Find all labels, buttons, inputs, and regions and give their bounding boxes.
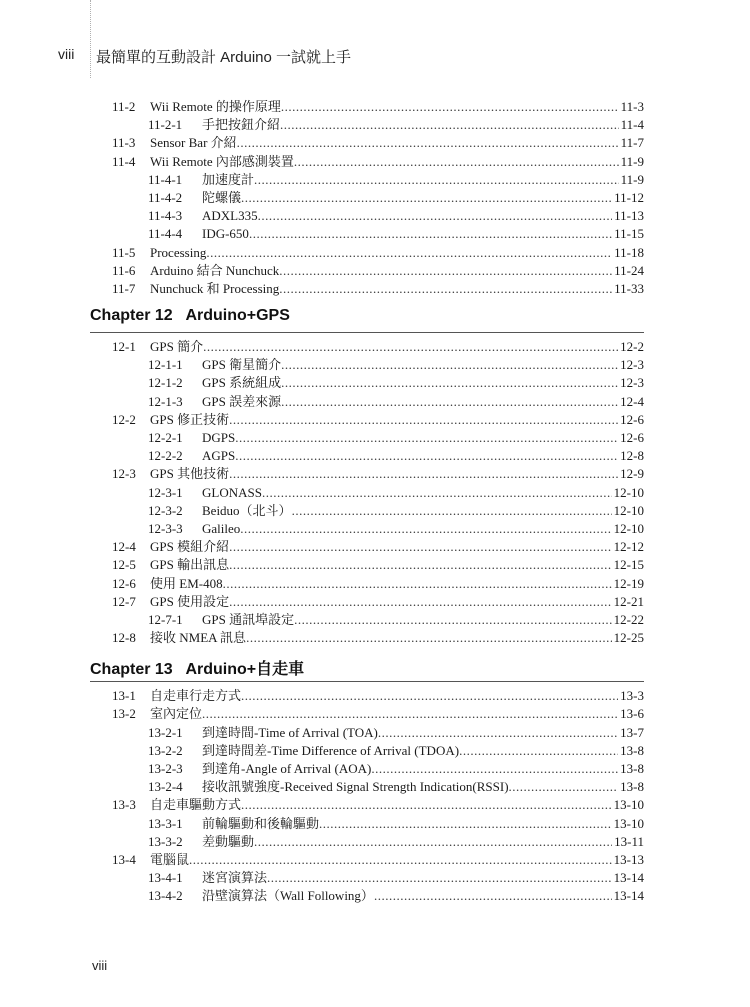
section-title: GPS 衛星簡介: [202, 357, 282, 373]
section-title: Sensor Bar 介紹: [150, 135, 237, 151]
section-title: Wii Remote 的操作原理: [150, 99, 281, 114]
toc-section-entry[interactable]: [0, 153, 750, 171]
page-reference: 12-3: [620, 357, 644, 373]
section-number: 13-4-2: [148, 888, 183, 904]
title-with-leader: [202, 611, 612, 629]
section-title: GLONASS: [202, 484, 262, 500]
section-number: 13-3: [112, 797, 136, 813]
toc-subsection-entry[interactable]: [0, 171, 750, 189]
dot-leader: [237, 134, 619, 152]
section-title: Arduino 結合 Nunchuck: [150, 262, 280, 278]
section-number: 12-7-1: [148, 611, 183, 627]
page-reference: 11-9: [620, 153, 644, 169]
section-title: 到達時間-Time of Arrival (TOA): [202, 724, 378, 740]
page-reference: 12-4: [620, 393, 644, 409]
section-number: 13-2-1: [148, 724, 183, 740]
title-with-leader: [202, 778, 618, 796]
toc-subsection-entry[interactable]: [0, 225, 750, 243]
toc-subsection-entry[interactable]: [0, 778, 750, 796]
title-with-leader: [202, 429, 618, 447]
section-title: GPS 修正技術: [150, 411, 230, 427]
section-title: 手把按鈕介紹: [202, 117, 281, 133]
title-with-leader: [150, 705, 618, 723]
section-title: GPS 其他技術: [150, 466, 230, 482]
table-of-contents: [0, 98, 750, 906]
toc-section-entry[interactable]: [0, 796, 750, 814]
title-with-leader: [150, 134, 619, 152]
page-reference: 13-13: [613, 851, 644, 867]
page-reference: 13-11: [614, 833, 644, 849]
section-title: Nunchuck 和 Processing: [150, 280, 280, 296]
page-reference: 12-2: [620, 339, 644, 355]
toc-section-entry[interactable]: [0, 465, 750, 483]
section-number: 12-2-1: [148, 430, 183, 445]
section-number: 12-1-3: [148, 393, 183, 409]
dot-leader: [281, 98, 619, 116]
dot-leader: [241, 189, 612, 207]
title-with-leader: [150, 556, 612, 574]
dot-leader: [240, 520, 612, 538]
page-reference: 12-19: [613, 575, 644, 591]
section-title: IDG-650: [202, 226, 249, 242]
section-number: 12-2: [112, 411, 136, 427]
title-with-leader: [150, 98, 619, 116]
toc-subsection-entry[interactable]: [0, 356, 750, 374]
section-number: 11-3: [112, 135, 136, 151]
section-number: 11-5: [112, 244, 136, 260]
chapter-heading: [0, 298, 750, 334]
page-reference: 13-8: [620, 779, 644, 795]
section-title: 差動驅動: [202, 833, 255, 849]
page-reference: 13-14: [613, 888, 644, 904]
page-reference: 11-13: [614, 208, 644, 224]
page-reference: 13-3: [620, 688, 644, 704]
dot-leader: [229, 593, 612, 611]
section-title: 沿壁演算法（Wall Following）: [202, 888, 374, 904]
section-number: 11-4-1: [148, 171, 183, 187]
page-reference: 12-15: [613, 557, 644, 573]
section-title: 陀螺儀: [202, 189, 242, 205]
section-title: Processing: [150, 244, 207, 260]
dot-leader: [378, 724, 618, 742]
dot-leader: [459, 742, 618, 760]
title-with-leader: [202, 484, 612, 502]
title-with-leader: [150, 851, 612, 869]
section-title: 加速度計: [202, 171, 255, 187]
dot-leader: [203, 338, 618, 356]
dot-leader: [267, 869, 612, 887]
title-with-leader: [202, 833, 612, 851]
dot-leader: [294, 611, 612, 629]
section-title: 電腦鼠: [150, 851, 190, 867]
dot-leader: [254, 833, 612, 851]
dot-leader: [229, 465, 618, 483]
page-reference: 11-12: [614, 189, 644, 205]
title-with-leader: [202, 225, 612, 243]
title-with-leader: [202, 760, 618, 778]
dot-leader: [249, 225, 612, 243]
toc-subsection-entry[interactable]: [0, 447, 750, 465]
section-number: 11-4-4: [148, 226, 183, 242]
dot-leader: [509, 778, 618, 796]
section-title: GPS 通訊埠設定: [202, 611, 295, 627]
toc-subsection-entry[interactable]: [0, 374, 750, 392]
title-with-leader: [150, 338, 618, 356]
page-reference: 12-10: [613, 520, 644, 536]
section-number: 12-6: [112, 575, 136, 591]
title-with-leader: [202, 887, 612, 905]
title-with-leader: [202, 374, 618, 392]
section-number: 13-1: [112, 688, 136, 704]
toc-subsection-entry[interactable]: [0, 887, 750, 905]
title-with-leader: [202, 742, 618, 760]
page-reference: 13-10: [613, 815, 644, 831]
dot-leader: [189, 851, 612, 869]
dot-leader: [206, 244, 612, 262]
title-with-leader: [150, 153, 619, 171]
dot-leader: [292, 502, 612, 520]
page-reference: 12-9: [620, 466, 644, 482]
section-number: 13-2-2: [148, 742, 183, 758]
chapter-heading: [0, 647, 750, 683]
header-divider: [90, 0, 92, 78]
page-reference: 12-25: [613, 630, 644, 646]
page-reference: 13-8: [620, 761, 644, 776]
dot-leader: [371, 760, 618, 778]
page-reference: 12-8: [620, 448, 644, 464]
dot-leader: [281, 374, 618, 392]
section-title: DGPS: [202, 430, 236, 445]
section-number: 12-3-2: [148, 502, 183, 518]
toc-section-entry[interactable]: [0, 134, 750, 152]
title-with-leader: [150, 593, 612, 611]
toc-subsection-entry[interactable]: [0, 742, 750, 760]
toc-subsection-entry[interactable]: [0, 815, 750, 833]
section-number: 11-4-2: [148, 189, 183, 205]
title-with-leader: [202, 520, 612, 538]
toc-subsection-entry[interactable]: [0, 520, 750, 538]
header-page-number: viii: [58, 46, 75, 62]
section-number: 11-4-3: [148, 208, 183, 224]
title-with-leader: [202, 815, 612, 833]
section-title: ADXL335: [202, 208, 258, 224]
dot-leader: [223, 575, 612, 593]
toc-section-entry[interactable]: [0, 629, 750, 647]
section-title: Wii Remote 內部感測裝置: [150, 153, 294, 169]
page-reference: 12-22: [613, 611, 644, 627]
section-title: GPS 系統組成: [202, 375, 282, 391]
title-with-leader: [202, 189, 612, 207]
section-number: 12-1-1: [148, 357, 183, 373]
section-title: 迷宮演算法: [202, 870, 268, 886]
section-number: 11-2: [112, 99, 136, 114]
section-number: 13-3-1: [148, 815, 183, 831]
toc-subsection-entry[interactable]: [0, 207, 750, 225]
toc-section-entry[interactable]: [0, 556, 750, 574]
toc-subsection-entry[interactable]: [0, 189, 750, 207]
section-title: AGPS: [202, 448, 236, 464]
dot-leader: [229, 538, 612, 556]
chapter-title: Chapter 12 Arduino+GPS: [90, 307, 290, 325]
section-title: Beiduo（北斗）: [202, 502, 292, 518]
toc-section-entry[interactable]: [0, 575, 750, 593]
book-title: 最簡單的互動設計 Arduino 一試就上手: [96, 49, 352, 66]
section-number: 13-2-4: [148, 779, 183, 795]
title-with-leader: [202, 393, 618, 411]
title-with-leader: [150, 411, 618, 429]
section-title: 室內定位: [150, 706, 203, 722]
page-reference: 12-12: [613, 539, 644, 555]
title-with-leader: [202, 356, 618, 374]
section-title: 到達時間差-Time Difference of Arrival (TDOA): [202, 742, 460, 758]
toc-subsection-entry[interactable]: [0, 429, 750, 447]
title-with-leader: [202, 502, 612, 520]
section-number: 11-6: [112, 262, 136, 278]
page-reference: 12-3: [620, 375, 644, 391]
section-number: 13-4: [112, 851, 136, 867]
title-with-leader: [150, 687, 618, 705]
title-with-leader: [202, 447, 618, 465]
section-number: 11-7: [112, 280, 136, 296]
section-title: Galileo: [202, 520, 241, 536]
section-number: 12-8: [112, 630, 136, 646]
page-reference: 13-10: [613, 797, 644, 813]
dot-leader: [235, 429, 618, 447]
dot-leader: [229, 411, 618, 429]
title-with-leader: [202, 724, 618, 742]
section-title: 前輪驅動和後輪驅動: [202, 815, 320, 831]
page-reference: 11-15: [614, 226, 644, 242]
toc-section-entry[interactable]: [0, 411, 750, 429]
toc-section-entry[interactable]: [0, 262, 750, 280]
section-number: 12-5: [112, 557, 136, 573]
toc-subsection-entry[interactable]: [0, 760, 750, 778]
toc-subsection-entry[interactable]: [0, 502, 750, 520]
chapter-rule: [90, 681, 644, 682]
section-number: 13-3-2: [148, 833, 183, 849]
dot-leader: [279, 280, 612, 298]
dot-leader: [258, 207, 612, 225]
page-reference: 12-6: [620, 411, 644, 427]
page-reference: 13-14: [613, 870, 644, 886]
title-with-leader: [202, 116, 619, 134]
section-title: GPS 使用設定: [150, 593, 230, 609]
page-reference: 11-3: [620, 99, 644, 114]
section-title: GPS 簡介: [150, 339, 204, 355]
dot-leader: [374, 887, 612, 905]
section-title: 接收訊號強度-Received Signal Strength Indication(RSSI): [202, 779, 509, 795]
toc-subsection-entry[interactable]: [0, 116, 750, 134]
dot-leader: [254, 171, 619, 189]
section-title: GPS 輸出訊息: [150, 557, 230, 573]
toc-section-entry[interactable]: [0, 280, 750, 298]
section-number: 11-4: [112, 153, 136, 169]
section-number: 13-2: [112, 706, 136, 722]
dot-leader: [280, 116, 619, 134]
page-reference: 12-6: [620, 430, 644, 445]
section-title: 接收 NMEA 訊息: [150, 630, 247, 646]
title-with-leader: [150, 629, 612, 647]
title-with-leader: [202, 171, 619, 189]
page-reference: 13-8: [620, 742, 644, 758]
dot-leader: [229, 556, 612, 574]
section-number: 12-4: [112, 539, 136, 555]
toc-section-entry[interactable]: [0, 98, 750, 116]
title-with-leader: [150, 262, 612, 280]
title-with-leader: [150, 280, 612, 298]
page-reference: 12-10: [613, 502, 644, 518]
page-reference: 11-18: [614, 244, 644, 260]
title-with-leader: [202, 207, 612, 225]
dot-leader: [241, 687, 618, 705]
section-number: 13-2-3: [148, 761, 183, 776]
section-number: 12-1: [112, 339, 136, 355]
page-reference: 12-21: [613, 593, 644, 609]
dot-leader: [279, 262, 612, 280]
title-with-leader: [150, 244, 612, 262]
section-number: 11-2-1: [148, 117, 183, 133]
section-title: 使用 EM-408: [150, 575, 223, 591]
toc-section-entry[interactable]: [0, 593, 750, 611]
title-with-leader: [150, 465, 618, 483]
section-title: 到達角-Angle of Arrival (AOA): [202, 761, 372, 776]
page-reference: 13-7: [620, 724, 644, 740]
dot-leader: [319, 815, 612, 833]
toc-subsection-entry[interactable]: [0, 484, 750, 502]
page-reference: 11-33: [614, 280, 644, 296]
section-title: GPS 模組介紹: [150, 539, 230, 555]
toc-subsection-entry[interactable]: [0, 833, 750, 851]
section-number: 12-3-3: [148, 520, 183, 536]
title-with-leader: [150, 796, 612, 814]
toc-section-entry[interactable]: [0, 687, 750, 705]
toc-subsection-entry[interactable]: [0, 869, 750, 887]
section-number: 12-1-2: [148, 375, 183, 391]
toc-subsection-entry[interactable]: [0, 611, 750, 629]
toc-subsection-entry[interactable]: [0, 393, 750, 411]
section-number: 12-2-2: [148, 448, 183, 464]
toc-subsection-entry[interactable]: [0, 724, 750, 742]
title-with-leader: [202, 869, 612, 887]
page-reference: 11-9: [620, 171, 644, 187]
title-with-leader: [150, 538, 612, 556]
title-with-leader: [150, 575, 612, 593]
page-reference: 13-6: [620, 706, 644, 722]
dot-leader: [202, 705, 618, 723]
toc-section-entry[interactable]: [0, 851, 750, 869]
dot-leader: [281, 356, 618, 374]
toc-section-entry[interactable]: [0, 244, 750, 262]
chapter-rule: [90, 332, 644, 333]
section-title: GPS 誤差來源: [202, 393, 282, 409]
toc-section-entry[interactable]: [0, 705, 750, 723]
toc-section-entry[interactable]: [0, 538, 750, 556]
dot-leader: [235, 447, 618, 465]
section-title: 自走車行走方式: [150, 688, 242, 704]
dot-leader: [262, 484, 612, 502]
section-title: 自走車驅動方式: [150, 797, 242, 813]
chapter-title: Chapter 13 Arduino+自走車: [90, 661, 305, 679]
section-number: 12-3: [112, 466, 136, 482]
page-reference: 11-4: [620, 117, 644, 133]
page-reference: 12-10: [613, 484, 644, 500]
section-number: 12-3-1: [148, 484, 183, 500]
dot-leader: [281, 393, 618, 411]
section-number: 13-4-1: [148, 870, 183, 886]
dot-leader: [294, 153, 619, 171]
dot-leader: [241, 796, 612, 814]
toc-section-entry[interactable]: [0, 338, 750, 356]
page-reference: 11-24: [614, 262, 644, 278]
footer-page-number: viii: [92, 958, 108, 973]
dot-leader: [246, 629, 612, 647]
page-reference: 11-7: [620, 135, 644, 151]
section-number: 12-7: [112, 593, 136, 609]
